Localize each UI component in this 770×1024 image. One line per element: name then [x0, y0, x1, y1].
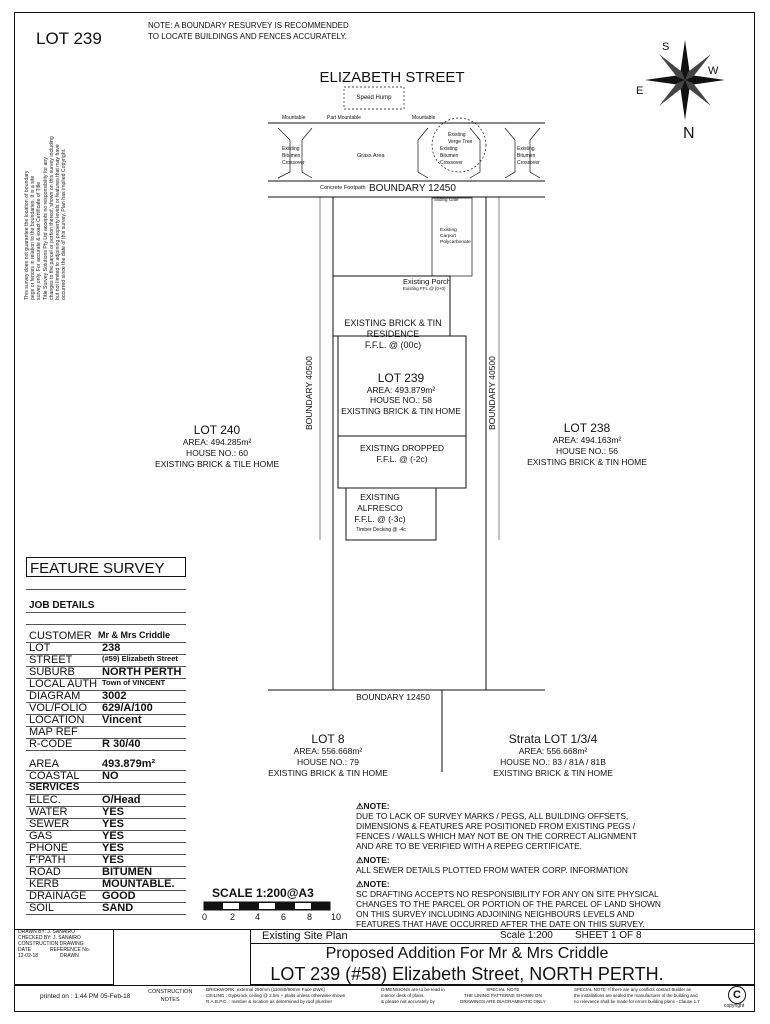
- carport-line: Existing: [440, 228, 457, 233]
- lot240-type: EXISTING BRICK & TILE HOME: [154, 459, 280, 469]
- drawn-label: DRAWN: [60, 953, 79, 959]
- sp-line: SPECIAL NOTE: [486, 987, 520, 992]
- header-note-2: TO LOCATE BUILDINGS AND FENCES ACCURATELY.: [148, 32, 347, 41]
- feature-value: O/Head: [102, 794, 141, 806]
- verge-line: Bitumen: [517, 153, 536, 159]
- feature-key: R-CODE: [29, 738, 73, 750]
- scale-bar-segment: [240, 902, 258, 910]
- strata-title: Strata LOT 1/3/4: [508, 732, 598, 746]
- alfresco-line: ALFRESCO: [357, 503, 403, 513]
- feature-value: Mr & Mrs Criddle: [98, 630, 171, 640]
- divider: [14, 985, 755, 986]
- lot240-block: [155, 423, 279, 470]
- compass-n: N: [683, 125, 695, 142]
- dim-line: DIMENSIONS are to be read in: [381, 987, 445, 992]
- lot240-house: HOUSE NO.: 60: [186, 448, 248, 458]
- sp-line: THE LINING PATTERNS SHOWN ON: [463, 993, 542, 998]
- warning-icon: ⚠: [356, 801, 364, 811]
- decking: Timber Decking @ -4c: [356, 527, 406, 533]
- dropped-line: F.F.L. @ (-2c): [376, 454, 428, 464]
- note-line: AND ARE TO BE VERIFIED WITH A REPEG CERTIFICATE.: [356, 841, 583, 851]
- title-scale: Scale 1:200: [500, 930, 553, 941]
- compass-rose-icon: [645, 40, 725, 120]
- feature-key: GAS: [29, 830, 53, 842]
- feature-value: YES: [102, 806, 125, 818]
- boundary-right: BOUNDARY 40500: [487, 356, 497, 430]
- feature-key: LOCATION: [29, 714, 85, 726]
- feature-value: Town of VINCENT: [102, 678, 166, 687]
- sp-line: DRAWINGS ARE DIAGRAMMATIC ONLY: [460, 999, 546, 1004]
- lot238-area: AREA: 494.163m²: [552, 435, 622, 445]
- lot8-block: [268, 732, 388, 779]
- sp2-line: the installations are sealed the manufacturer of the building and: [574, 993, 698, 998]
- bw-line: R.A.B.P.C. : number & location as determined by roof plumber: [206, 999, 333, 1004]
- dim-line: & please not accurately by: [381, 999, 435, 1004]
- feature-value: Vincent: [102, 714, 142, 726]
- feature-key: DRAINAGE: [29, 890, 87, 902]
- scale-bar-segment: [204, 902, 222, 910]
- feature-key: SEWER: [29, 818, 70, 830]
- notes: [356, 801, 746, 929]
- date-label: DATE: [18, 947, 31, 953]
- mountable-right: Mountable: [412, 115, 436, 121]
- verge-line: Existing: [517, 146, 535, 152]
- verge-mid: [440, 146, 463, 167]
- job-details-label: JOB DETAILS: [29, 600, 95, 611]
- sheet-number: SHEET 1 OF 8: [575, 930, 642, 941]
- feature-value: GOOD: [102, 890, 136, 902]
- alfresco: [354, 492, 405, 525]
- lot239-house: HOUSE NO.: 58: [370, 395, 432, 405]
- note-head: [356, 801, 746, 811]
- feature-value: 629/A/100: [102, 702, 153, 714]
- carport-line: Polycarbonate: [440, 240, 471, 245]
- feature-key: ELEC.: [29, 794, 61, 806]
- project-address: LOT 239 (#58) Elizabeth Street, NORTH PERTH.: [270, 964, 664, 984]
- feature-key: COASTAL: [29, 770, 80, 782]
- strata-block: [493, 732, 613, 779]
- printed-on: printed on : 1:44 PM 05-Feb-18: [40, 993, 131, 1000]
- feature-key: VOL/FOLIO: [29, 702, 88, 714]
- feature-key: LOT: [29, 642, 51, 654]
- note-head: [356, 855, 746, 865]
- lot239-label: LOT 239: [377, 371, 425, 385]
- feature-key: PHONE: [29, 842, 69, 854]
- verge-line: Crossover: [282, 160, 305, 166]
- feature-value: BITUMEN: [102, 866, 153, 878]
- cn-line: CONSTRUCTION: [148, 989, 193, 995]
- residence: [344, 318, 441, 351]
- bw-line: BRICKWORK: external 250mm (110/50/90mm Face BWK): [206, 987, 326, 992]
- boundary-rear: BOUNDARY 12450: [356, 692, 430, 702]
- carport-line: Carport: [440, 234, 456, 239]
- disclaimer-line: survey only. For accurate & exact Certificate of Title: [36, 181, 43, 300]
- copyright-icon: C: [728, 986, 746, 1004]
- disclaimer-line: occurred since the date of this survey. Plan has implied Copyright.: [61, 148, 68, 300]
- alfresco-line: EXISTING: [360, 492, 400, 502]
- feature-value: 238: [102, 642, 121, 654]
- dimension-notes: [381, 987, 445, 1005]
- boundary-front: BOUNDARY 12450: [369, 183, 456, 194]
- existing-site-plan: Existing Site Plan: [262, 930, 348, 942]
- feature-key: ROAD: [29, 866, 61, 878]
- feature-value: YES: [102, 854, 125, 866]
- verge-left: [282, 146, 305, 167]
- disclaimer-line: changes to the parcel or portion thereof, shown on this survey including: [48, 136, 55, 300]
- carport: [440, 228, 471, 246]
- feature-value: NO: [102, 770, 119, 782]
- note-line: CHANGES TO THE PARCEL OR PORTION OF THE PARCEL OF LAND SHOWN: [356, 899, 661, 909]
- feature-row: [26, 902, 186, 915]
- scale-bar-segment: [312, 902, 330, 910]
- feature-survey-title: FEATURE SURVEY: [26, 557, 186, 577]
- lot8-house: HOUSE NO.: 79: [297, 757, 359, 767]
- strata-type: EXISTING BRICK & TIN HOME: [493, 768, 613, 778]
- verge-line: Existing: [282, 146, 300, 152]
- feature-value: 3002: [102, 690, 127, 702]
- scale-bar-segment: [294, 902, 312, 910]
- special-note-2: [574, 987, 700, 1005]
- note-head-text: NOTE:: [363, 801, 390, 811]
- feature-key: AREA: [29, 758, 59, 770]
- sp2-line: no relevance shall be made for errors building plans - Clause 1.7: [574, 999, 700, 1004]
- sp2-line: SPECIAL NOTE: If there are any conflicts contact Builder as: [574, 987, 691, 992]
- lot238-block: [527, 421, 647, 468]
- verge-line: Crossover: [440, 160, 463, 166]
- note-line: DIMENSIONS & FEATURES ARE POSITIONED FROM EXISTING PEGS /: [356, 821, 636, 831]
- scale-tick: 2: [230, 912, 236, 922]
- feature-value: R 30/40: [102, 738, 141, 750]
- lot8-title: LOT 8: [311, 732, 345, 746]
- verge-line: Bitumen: [440, 153, 459, 159]
- disclaimer-line: This survey does not guarantee the location of boundary: [24, 170, 30, 300]
- lot8-area: AREA: 556.668m²: [293, 746, 363, 756]
- header-note-1: NOTE: A BOUNDARY RESURVEY IS RECOMMENDED: [148, 21, 349, 30]
- bw-line: CEILING : Gypsrock ceiling @ 2.5m + plaits unless otherwise shown: [206, 993, 346, 998]
- services-label: SERVICES: [29, 782, 80, 793]
- scale-tick: 4: [255, 912, 261, 922]
- note-line: FENCES / WALLS WHICH MAY NOT BE ON THE CORRECT ALIGNMENT: [356, 831, 637, 841]
- residence-line: EXISTING BRICK & TIN: [344, 318, 442, 328]
- footpath: Concrete Footpath: [320, 185, 366, 191]
- note-line: DUE TO LACK OF SURVEY MARKS / PEGS, ALL BUILDING OFFSETS,: [356, 811, 629, 821]
- feature-key: WATER: [29, 806, 68, 818]
- feature-key: STREET: [29, 654, 73, 666]
- note-line: ALL SEWER DETAILS PLOTTED FROM WATER CORP. INFORMATION: [356, 865, 628, 875]
- mountable-left: Mountable: [282, 115, 306, 121]
- brickwork-notes: [206, 987, 345, 1005]
- compass-s: S: [662, 41, 670, 53]
- lot238-type: EXISTING BRICK & TIN HOME: [527, 457, 647, 467]
- lot8-type: EXISTING BRICK & TIN HOME: [268, 768, 388, 778]
- scale-tick: 6: [281, 912, 287, 922]
- feature-key: LOCAL AUTH: [29, 678, 98, 690]
- residence-line: RESIDENCE: [366, 329, 420, 339]
- boundary-left: BOUNDARY 40500: [304, 356, 314, 430]
- construction-drawing: CONSTRUCTION DRAWING: [18, 941, 84, 947]
- scale-bar-segment: [222, 902, 240, 910]
- lot240-area: AREA: 494.285m²: [182, 437, 252, 447]
- alfresco-line: F.F.L. @ (-3c): [354, 514, 406, 524]
- feature-value: (#59) Elizabeth Street: [102, 654, 178, 663]
- note-head-text: NOTE:: [363, 879, 390, 889]
- compass-e: E: [636, 85, 644, 97]
- porch: Existing Porch: [403, 277, 451, 286]
- feature-value: 493.879m²: [102, 758, 156, 770]
- feature-value: YES: [102, 818, 125, 830]
- checked-by: CHECKED BY: J. SANAIRO: [18, 935, 81, 941]
- note-line: FEATURES THAT HAVE OCCURRED AFTER THE DATE ON THIS SURVEY.: [356, 919, 645, 929]
- verge-right: [517, 146, 540, 167]
- disclaimer-line: but not limited to adjoining property levels or features that may have: [55, 144, 62, 300]
- lot240-title: LOT 240: [193, 423, 241, 437]
- lot238-title: LOT 238: [563, 421, 611, 435]
- porch-ffl: Existing FFL @ (0+0): [403, 286, 446, 291]
- feature-key: CUSTOMER: [29, 630, 92, 642]
- feature-key: MAP REF: [29, 726, 78, 738]
- scale-tick: 0: [202, 912, 208, 922]
- disclaimer-line: Title Survey Solutions Pty Ltd accepts no responsibility for any: [42, 157, 49, 300]
- feature-value: SAND: [102, 902, 134, 914]
- disclaimer-line: pegs or fences in relation to the boundaries. It is a site: [30, 175, 37, 300]
- lot-title: LOT 239: [36, 29, 102, 48]
- dropped: [360, 443, 444, 465]
- copyright-label: copyright: [724, 1003, 745, 1009]
- ref-label: REFERENCE No.: [50, 947, 91, 953]
- drawn-by: DRAWN BY: J. SANAIRO: [18, 929, 76, 935]
- tree-line: Verge Tree: [448, 139, 473, 145]
- strata-house: HOUSE NO.: 83 / 81A / 81B: [500, 757, 606, 767]
- cn-line: NOTES: [160, 997, 180, 1003]
- feature-value: MOUNTABLE.: [102, 878, 175, 890]
- warning-icon: ⚠: [356, 879, 364, 889]
- tree-line: Existing: [448, 132, 466, 138]
- lot238-house: HOUSE NO.: 56: [556, 446, 618, 456]
- note-head: [356, 879, 746, 889]
- feature-value: YES: [102, 830, 125, 842]
- note-line: SC DRAFTING ACCEPTS NO RESPONSIBILITY FOR ANY ON SITE PHYSICAL: [356, 889, 659, 899]
- feature-key: F'PATH: [29, 854, 66, 866]
- speed-hump: Speed Hump: [356, 95, 392, 101]
- grass-area: Grass Area: [357, 153, 385, 159]
- feature-key: SOIL: [29, 902, 55, 914]
- scale-title: SCALE 1:200@A3: [212, 886, 314, 900]
- verge-line: Existing: [440, 146, 458, 152]
- dropped-line: EXISTING DROPPED: [359, 443, 445, 453]
- lot239-area: AREA: 493.879m²: [366, 385, 436, 395]
- feature-key: KERB: [29, 878, 59, 890]
- mountable-mid: Part Mountable: [327, 115, 361, 121]
- construction-notes: [148, 988, 192, 1004]
- dim-line: interior desk of plans.: [381, 993, 425, 998]
- street-name: ELIZABETH STREET: [319, 69, 465, 86]
- scale-bar-segment: [276, 902, 294, 910]
- feature-value: YES: [102, 842, 125, 854]
- lot239-type: EXISTING BRICK & TIN HOME: [341, 406, 461, 416]
- note-line: ON THIS SURVEY INCLUDING ADJOINING NEIGHBOURS LEVELS AND: [356, 909, 635, 919]
- scale-tick: 8: [307, 912, 313, 922]
- verge-line: Crossover: [517, 160, 540, 166]
- divider: [250, 943, 755, 944]
- feature-key: DIAGRAM: [29, 690, 81, 702]
- special-note: [460, 987, 546, 1005]
- verge-tree: [448, 132, 472, 146]
- strata-area: AREA: 556.668m²: [518, 746, 588, 756]
- date-value: 12-02-18: [18, 953, 39, 959]
- residence-line: F.F.L. @ (00c): [364, 340, 422, 350]
- sliding-gate: Sliding Gate: [434, 197, 459, 202]
- compass-w: W: [708, 65, 719, 77]
- scale-bar-segment: [258, 902, 276, 910]
- verge-line: Bitumen: [282, 153, 301, 159]
- warning-icon: ⚠: [356, 855, 364, 865]
- feature-key: SUBURB: [29, 666, 75, 678]
- feature-row: [26, 738, 186, 751]
- project-title: Proposed Addition For Mr & Mrs Criddle: [325, 945, 609, 962]
- feature-value: NORTH PERTH: [102, 666, 182, 678]
- note-head-text: NOTE:: [363, 855, 390, 865]
- scale-tick: 10: [331, 912, 342, 922]
